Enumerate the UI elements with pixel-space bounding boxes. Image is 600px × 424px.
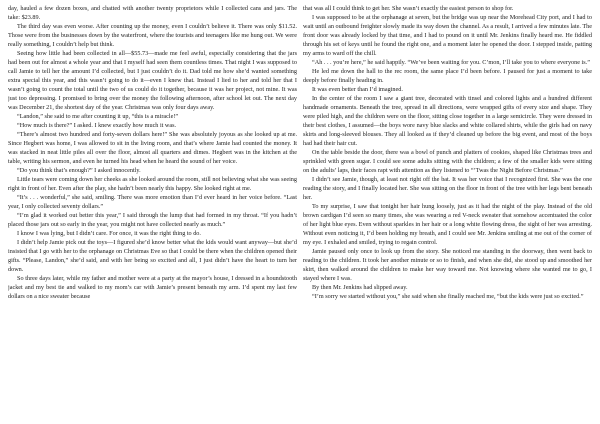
paragraph: I didn’t help Jamie pick out the toys—I figured she’d know better what the kids would want anyway—but she’d insisted that I go with her to the orphanage on Christmas Eve so that I could be there when the children opened their gifts. “Please, Landon,” she’d said, and with her being so excited and all, I just didn’t have the heart to turn her down. [8,239,297,273]
paragraph: I was supposed to be at the orphanage at seven, but the bridge was up near the Morehead City port, and I had to wait until an outbound freighter slowly made its way down the channel. As a result, I arrived a few minutes late. The front door was already locked by that time, and I had to pound on it until Mr. Jenkins finally heard me. He fiddled through his set of keys until he found the right one, and a moment later he opened the door. I stepped inside, patting my arms to ward off the chill. [303,14,592,57]
paragraph: I know I was lying, but I didn’t care. For once, it was the right thing to do. [17,230,201,237]
paragraph: “Do you think that’s enough?” I asked innocently. [17,167,141,174]
paragraph: Little tears were coming down her cheeks as she looked around the room, still not believing what she was seeing right in front of her. Even after the play, she hadn’t been nearly this happy. She looked right at me. [8,176,297,192]
paragraph: “Ah . . . you’re here,” he said happily. “We’ve been waiting for you. C’mon, I’ll take you to where everyone is.” [312,59,590,66]
paragraph: So three days later, while my father and mother were at a party at the mayor’s house, I dressed in a houndstooth jacket and my best tie and walked to my mom’s car with Jamie’s present beneath my arm. I’d spent my last few dollars on a nice sweater because [8,275,297,300]
paragraph: “I’m glad it worked out better this year,” I said through the lump that had formed in my throat. “If you hadn’t placed those jars out so early in the year, you might not have collected nearly as much.” [8,212,297,228]
paragraph: “Landon,” she said to me after counting it up, “this is a miracle!” [17,113,179,120]
paragraph: Seeing how little had been collected in all—$55.73—made me feel awful, especially considering that the jars had been out for almost a whole year and that I myself had seen them countless times. That night I was supposed to call Jamie to tell her the amount I’d collected, but I just couldn’t do it. Dad told me how she’d wanted something extra special this year, and this wasn’t going to do it—even I knew that. Instead I lied to her and told her that I wasn’t going to count the total until the two of us could do it together, because it was her project, not mine. It was just too depressing. I promised to bring over the money the following afternoon, after school let out. The next day was December 21, the shortest day of the year. Christmas was only four days away. [8,50,297,111]
paragraph: By then Mr. Jenkins had slipped away. [312,284,408,291]
paragraph: “There’s almost two hundred and forty-seven dollars here!” She was absolutely joyous as she looked up at me. Since Hegbert was home, I was allowed to sit in the living room, and that’s where Jamie had counted the money. It was stacked in neat little piles all over the floor, almost all quarters and dimes. Hegbert was in the kitchen at the table, writing his sermon, and even he turned his head when he heard the sound of her voice. [8,131,297,165]
paragraph: “How much is there?” I asked. I knew exactly how much it was. [17,122,177,129]
paragraph: He led me down the hall to the rec room, the same place I’d been before. I paused for just a moment to take deeply before finally heading in. [303,68,592,84]
paragraph: that was all I could think to get her. She wasn’t exactly the easiest person to shop for. [303,5,514,12]
paragraph: The third day was even worse. After counting up the money, even I couldn’t believe it. There was only $11.52. Those were from the businesses down by the waterfront, where the tourists and teenagers like me hung out. We were really something, I couldn’t help but think. [8,23,297,48]
paragraph: “It’s . . . wonderful,” she said, smiling. There was more emotion than I’d ever heard in her voice before. “Last year, I only collected seventy dollars.” [8,194,297,210]
paragraph: I didn’t see Jamie, though, at least not right off the bat. It was her voice that I recognized first. She was the one reading the story, and I finally located her. She was sitting on the floor in front of the tree with her legs bent beneath her. [303,176,592,201]
left-page-column [8,4,297,424]
paragraph: It was even better than I’d imagined. [312,86,403,93]
paragraph: “I’m sorry we started without you,” she said when she finally reached me, “but the kids were just so excited.” [312,293,584,300]
paragraph: On the table beside the door, there was a bowl of punch and platters of cookies, shaped like Christmas trees and sprinkled with green sugar. I could see some adults sitting with the children; a few of the smaller kids were sitting on the adults’ laps, their faces rapt with attention as they listened to “’Twas the Night Before Christmas.” [303,149,592,174]
right-page-column [303,4,592,424]
paragraph: In the center of the room I saw a giant tree, decorated with tinsel and colored lights and a hundred different handmade ornaments. Beneath the tree, spread in all directions, were wrapped gifts of every size and shape. They were piled high, and the children were on the floor, sitting close together in a large semicircle. They were dressed in their best clothes, I assumed—the boys wore navy blue slacks and white collared shirts, while the girls had on navy skirts and long-sleeved blouses. They all looked as if they’d cleaned up before the big event, and most of the boys had had their hair cut. [303,95,592,147]
paragraph: day, hauled a few dozen boxes, and chatted with another twenty proprietors while I collected cans and jars. The take: $23.89. [8,5,297,21]
paragraph: To my surprise, I saw that tonight her hair hung loosely, just as it had the night of the play. Instead of the old brown cardigan I’d seen so many times, she was wearing a red V-neck sweater that somehow accentuated the color of her light blue eyes. Even without sparkles in her hair or a long white flowing dress, the sight of her was arresting. Without even noticing it, I’d been holding my breath, and I could see Mr. Jenkins smiling at me out of the corner of my eye. I exhaled and smiled, trying to regain control. [303,203,592,246]
paragraph: Jamie paused only once to look up from the story. She noticed me standing in the doorway, then went back to reading to the children. It took her another minute or so to finish, and when she did, she stood up and smoothed her skirt, then walked around the children to make her way toward me. Not knowing where she wanted me to go, I stayed where I was. [303,248,592,282]
